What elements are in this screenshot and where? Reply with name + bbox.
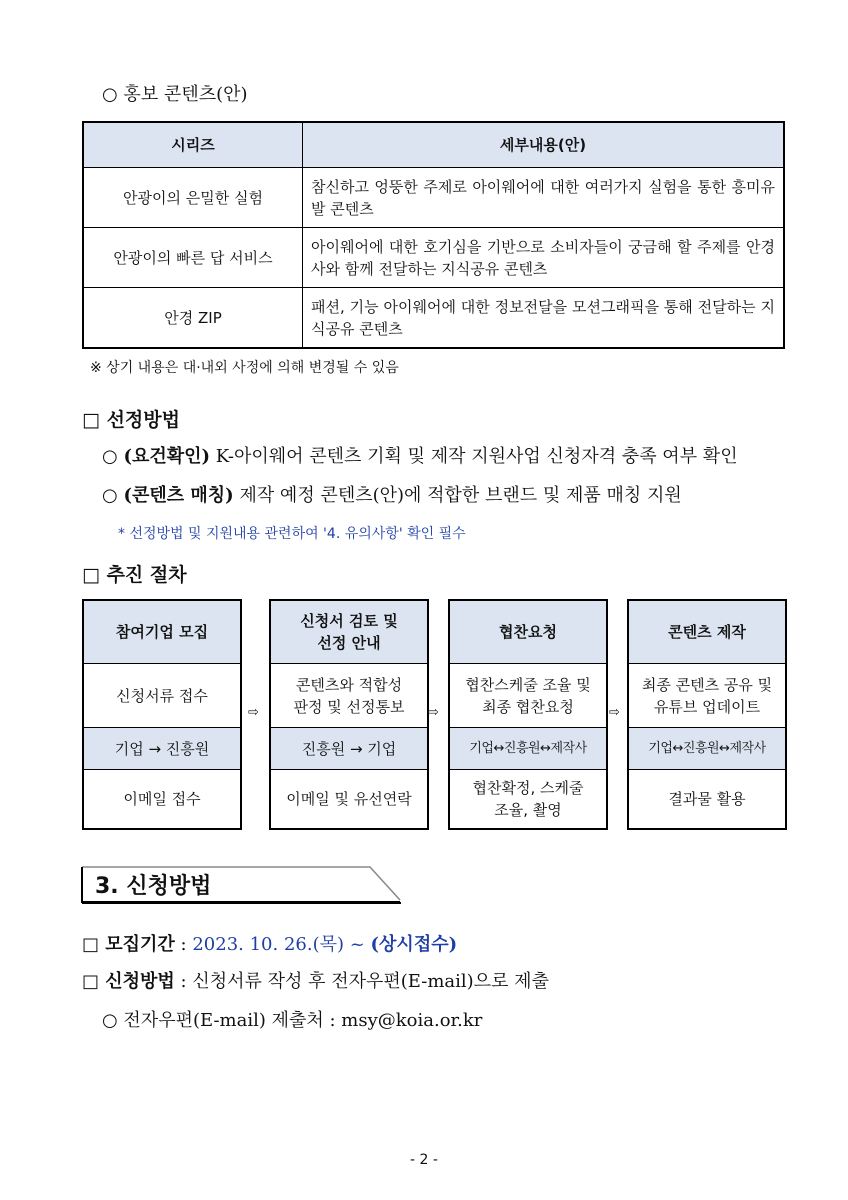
- step-method: 이메일 접수: [123, 790, 201, 808]
- process-step: [269, 599, 429, 830]
- process-step: [627, 599, 787, 830]
- arrow-icon: ⇨: [248, 705, 259, 720]
- step-method: 결과물 활용: [668, 790, 746, 808]
- period-line: [82, 930, 457, 956]
- table-row: [83, 288, 784, 349]
- selection-note: * 선정방법 및 지원내용 관련하여 '4. 유의사항' 확인 필수: [118, 526, 466, 542]
- header-detail: 세부내용(안): [303, 122, 785, 168]
- step-title: 참여기업 모집: [84, 601, 240, 664]
- series-cell: 안경 ZIP: [83, 288, 303, 349]
- series-cell: 안광이의 빠른 답 서비스: [83, 228, 303, 288]
- step-task: 콘텐츠와 적합성 판정 및 선정통보: [271, 664, 427, 728]
- header-series: 시리즈: [83, 122, 303, 168]
- detail-cell: 패션, 기능 아이웨어에 대한 정보전달을 모션그래픽을 통해 전달하는 지식공유 콘텐츠: [303, 288, 785, 349]
- step-method: 협찬확정, 스케줄 조율, 촬영: [472, 779, 584, 819]
- arrow-icon: ⇨: [428, 705, 439, 720]
- series-cell: 안광이의 은밀한 실험: [83, 168, 303, 228]
- period-sep: :: [174, 934, 193, 955]
- step-title: 협찬요청: [450, 601, 606, 664]
- promo-heading: ○ 홍보 콘텐츠(안): [102, 84, 248, 105]
- step-flow: 기업↔진흥원↔제작사: [450, 728, 606, 770]
- step-task: 협찬스케줄 조율 및 최종 협찬요청: [450, 664, 606, 728]
- method-label: □ 신청방법: [82, 971, 175, 992]
- item-label: (콘텐츠 매칭): [123, 485, 234, 506]
- method-text: : 신청서류 작성 후 전자우편(E-mail)으로 제출: [174, 971, 549, 992]
- email-line: ○ 전자우편(E-mail) 제출처 : msy@koia.or.kr: [102, 1010, 483, 1031]
- bullet-icon: ○: [102, 485, 118, 506]
- step-task: 최종 콘텐츠 공유 및 유튜브 업데이트: [629, 664, 785, 728]
- procedure-title: □ 추진 절차: [82, 564, 187, 586]
- item-label: (요건확인): [123, 446, 211, 467]
- period-note: (상시접수): [370, 934, 458, 955]
- table-row: [83, 168, 784, 228]
- arrow-icon: ⇨: [609, 705, 620, 720]
- table-row: [83, 228, 784, 288]
- item-text: 제작 예정 콘텐츠(안)에 적합한 브랜드 및 제품 매칭 지원: [239, 485, 682, 506]
- detail-cell: 참신하고 엉뚱한 주제로 아이웨어에 대한 여러가지 실험을 통한 흥미유발 콘텐츠: [303, 168, 785, 228]
- period-date: 2023. 10. 26.(목) ~: [192, 934, 371, 955]
- process-step: [448, 599, 608, 830]
- process-step: [82, 599, 242, 830]
- bullet-icon: ○: [102, 446, 118, 467]
- promo-note: ※ 상기 내용은 대·내외 사정에 의해 변경될 수 있음: [90, 360, 399, 376]
- step-title: 신청서 검토 및 선정 안내: [271, 601, 427, 664]
- method-line: [82, 967, 549, 993]
- step-flow: 기업↔진흥원↔제작사: [629, 728, 785, 770]
- step-title: 콘텐츠 제작: [629, 601, 785, 664]
- step-task: 신청서류 접수: [84, 664, 240, 728]
- selection-item: [102, 442, 738, 468]
- selection-item: [102, 481, 682, 507]
- period-label: □ 모집기간: [82, 934, 175, 955]
- page-number: - 2 -: [410, 1152, 438, 1168]
- section-title: 3. 신청방법: [95, 874, 212, 899]
- step-method: 이메일 및 유선연락: [286, 790, 412, 808]
- detail-cell: 아이웨어에 대한 호기심을 기반으로 소비자들이 궁금해 할 주제를 안경사와 함께 전달하는 지식공유 콘텐츠: [303, 228, 785, 288]
- selection-title: □ 선정방법: [82, 409, 180, 431]
- promo-table: [82, 121, 785, 349]
- step-flow: 기업 → 진흥원: [84, 728, 240, 770]
- step-flow: 진흥원 → 기업: [271, 728, 427, 770]
- item-text: K-아이웨어 콘텐츠 기획 및 제작 지원사업 신청자격 충족 여부 확인: [215, 446, 738, 467]
